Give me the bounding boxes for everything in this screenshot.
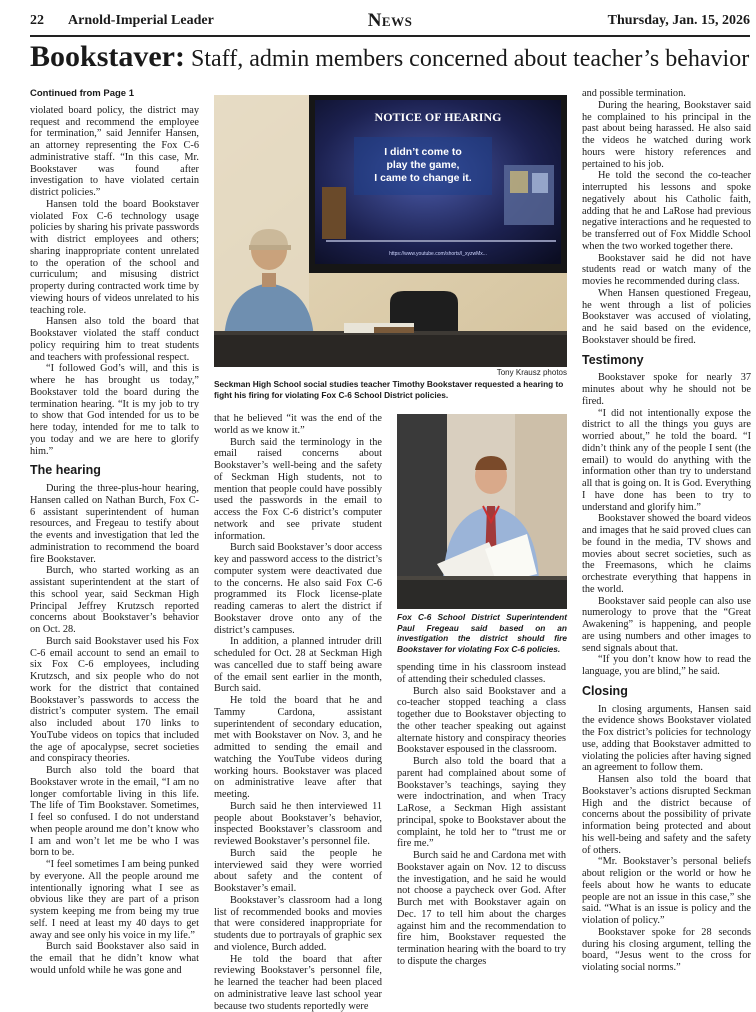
paragraph: spending time in his classroom instead of attending their scheduled classes. (397, 662, 566, 686)
paragraph: Burch said he and Cardona met with Bookstaver again on Nov. 12 to discuss the investigation, and he said he would not choose a paycheck over God. After Burch met with Bookstaver again on Dec. 17 to tell him about the charges against him and the recommendation to fire him, Bookstaver requested the termination hearing with the board to try to dispute the charges (397, 850, 566, 968)
photo-caption-2: Fox C-6 School District Superintendent Paul Fregeau said based on an investigation the district should fire Bookstaver for violating Fox C-6 policies. (397, 612, 567, 654)
subhead-hearing: The hearing (30, 465, 199, 477)
photo-credit: Tony Krausz photos (214, 368, 567, 377)
paragraph: “I followed God’s will, and this is where he has brought us today,” Bookstaver told the board during the termination hearing. “It is my job to try to show that God intended for us to be here today, intended for me to talk to you today and we are here to glorify him.” (30, 363, 199, 457)
paragraph: Bookstaver spoke for nearly 37 minutes about why he should not be fired. (582, 372, 751, 407)
subhead-testimony: Testimony (582, 355, 751, 367)
issue-date: Thursday, Jan. 15, 2026 (608, 13, 750, 29)
paragraph: Burch said Bookstaver also said in the email that he didn’t know what would unfold while he was gone and (30, 941, 199, 976)
paragraph: that he believed “it was the end of the world as we know it.” (214, 413, 382, 437)
paragraph: and possible termination. (582, 88, 751, 100)
paragraph: Bookstaver showed the board videos and images that he said proved clues can be found in the media, TV shows and movies about secret societies, such as the Freemasons, which he claims orchestrate everything that happens in the world. (582, 513, 751, 595)
paragraph: “If you don’t know how to read the language, you are blind,” he said. (582, 654, 751, 678)
paragraph: “I feel sometimes I am being punked by everyone. All the people around me intentionally ignoring what I see as obvious like they are part of a prison system keeping me from being my true self. I need at least my 40 days to get away and see only his voice in my life.” (30, 859, 199, 941)
paragraph: He told the second the co-teacher interrupted his lessons and spoke negatively about his Catholic faith, adding that he and LaRose had previous negative interactions and he requested to be transferred out of Fox Middle School when the two worked together there. (582, 170, 751, 252)
paragraph: He told the board that he and Tammy Cardona, assistant superintendent of secondary education, met with Bookstaver on Nov. 3, and he admitted to sending the email and watching the YouTube videos during working hours. Bookstaver was placed on administrative leave after that meeting. (214, 695, 382, 801)
hearing-photo (214, 95, 567, 367)
article-column-3 (397, 662, 566, 980)
paragraph: Burch said Bookstaver used his Fox C-6 email account to send an email to six Fox C-6 employees, including Krutzsch, and six people who do not work for the district that contained Bookstaver’s passwords to access the district’s computer system. The email also included about 170 links to YouTube videos on topics that included the age of apocalypse, secret societies and conspiracy theories. (30, 636, 199, 765)
paragraph: Burch said Bookstaver’s door access key and password access to the district’s computer system were deactivated due to the concerns. He also said Fox C-6 programmed its Flock license-plate reading cameras to alert the district if Bookstaver drove onto any of the district’s campuses. (214, 542, 382, 636)
paragraph: Burch also told the board that a parent had complained about some of Bookstaver’s teachings, saying they were indoctrination, and when Tracy LaRose, a Seckman High assistant principal, spoke to Bookstaver about the complaint, he told her to “trust me or fire me.” (397, 756, 566, 850)
section-label: News (30, 10, 750, 32)
slide-title: NOTICE OF HEARING (375, 110, 502, 124)
paragraph: violated board policy, the district may request and recommend the employee for termination,” said Jennifer Hansen, an attorney representing the Fox C-6 administrative staff. “In this case, Mr. Bookstaver was found after investigation to have violated certain district policies.” (30, 105, 199, 199)
paragraph: Hansen told the board Bookstaver violated Fox C-6 technology usage policies by sharing his private passwords with district employees and others; sharing inappropriate content unrelated to the operation of the school and curriculum; and misusing district property during contracted work time by viewing hours of videos unrelated to his teaching role. (30, 199, 199, 317)
paragraph: When Hansen questioned Fregeau, he went through a list of policies Bookstaver was accused of violating, and he said based on the evidence, Bookstaver should be fired. (582, 288, 751, 347)
slide-quote-line-2: play the game, (387, 159, 460, 171)
paragraph: Bookstaver said people can also use numerology to prove that the “Great Awakening” is happening, and people are using numbers and other images to send signals about that. (582, 596, 751, 655)
superintendent-photo (397, 414, 567, 609)
page-number: 22 (30, 13, 44, 29)
headline (30, 40, 754, 74)
paragraph: “I did not intentionally expose the district to all the things you guys are worried about,” he told the board. “I didn’t think any of the people I sent (the email) to would do anything with the information other than try to understand all that is going on. It is God. Everything I have done has been to try to understand and glorify him.” (582, 408, 751, 514)
paragraph: Burch said he then interviewed 11 people about Bookstaver’s behavior, inspected Bookstaver’s classroom and reviewed Bookstaver’s personnel file. (214, 801, 382, 848)
paragraph: Bookstaver spoke for 28 seconds during his closing argument, telling the board, “Jesus went to the cross for violating social norms.” (582, 927, 751, 974)
headline-keyword: Bookstaver: (30, 40, 185, 73)
paragraph: “Mr. Bookstaver’s personal beliefs about religion or the world or how he feels about how he wants to educate people are not an issue in this case,” she said. “What is an issue is policy and the violation of policy.” (582, 856, 751, 927)
paragraph: Burch, who started working as an assistant superintendent at the start of this school year, said Seckman High Principal Jeffrey Krutzsch reported concerns about Bookstaver’s behavior on Oct. 28. (30, 565, 199, 636)
paragraph: During the three-plus-hour hearing, Hansen called on Nathan Burch, Fox C-6 assistant superintendent of human resources, and Fregeau to testify about the events and investigation that led the administration to recommend the board fire Bookstaver. (30, 483, 199, 565)
slide-url: https://www.youtube.com/shorts/l_xyzwMx... (389, 251, 487, 257)
paragraph: In closing arguments, Hansen said the evidence shows Bookstaver violated the Fox district’s policies for technology use, adding that Bookstaver admitted to violating the policies after having signed an agreement to follow them. (582, 704, 751, 775)
publication-name: Arnold-Imperial Leader (68, 13, 214, 29)
header-rule (30, 35, 750, 37)
headline-text: Staff, admin members concerned about teacher’s behavior (185, 46, 749, 72)
photo-caption-1: Seckman High School social studies teacher Timothy Bookstaver requested a hearing to fight his firing for violating Fox C-6 School District policies. (214, 379, 567, 400)
paragraph: During the hearing, Bookstaver said he complained to his principal in the past about being harassed. He also said the videos he watched during work hours were history references and pertained to his job. (582, 100, 751, 171)
paragraph: In addition, a planned intruder drill scheduled for Oct. 28 at Seckman High was cancelled due to staff being aware of the email sent earlier in the month, Burch said. (214, 636, 382, 695)
paragraph: Hansen also told the board that Bookstaver violated the staff conduct policy requiring him to treat students and teachers with professional respect. (30, 316, 199, 363)
paragraph: Burch said the people he interviewed said they were worried about safety and the content of Bookstaver’s email. (214, 848, 382, 895)
paragraph: Burch also told the board that Bookstaver wrote in the email, “I am no longer comfortable living in this life. The life of Tim Bookstaver. Sometimes, I feel so confused. I do not understand when people around me don’t know who I am and won’t let me be who I was born to be. (30, 765, 199, 859)
page-folio (30, 10, 750, 34)
subhead-closing: Closing (582, 686, 751, 698)
paragraph: Burch also said Bookstaver and a co-teacher stopped teaching a class together due to Bookstaver objecting to the other teacher speaking out against alternate history and conspiracy theories Bookstaver espoused in the classroom. (397, 686, 566, 757)
continued-line: Continued from Page 1 (30, 88, 199, 100)
paragraph: Bookstaver’s classroom had a long list of recommended books and movies that were considered inappropriate for students due to portrayals of graphic sex and violence, Burch added. (214, 895, 382, 954)
article-column-4 (582, 88, 751, 983)
superintendent-photo-illustration (397, 414, 567, 609)
paragraph: Burch said the terminology in the email raised concerns about Bookstaver’s well-being and the safety of Seckman High students, not to mention that people could have possibly used the passwords in the email to access the Fox C-6 district’s computer network and see private student information. (214, 437, 382, 543)
paragraph: Bookstaver said he did not have students read or watch many of the movies he recommended during class. (582, 253, 751, 288)
slide-quote-line-1: I didn’t come to (384, 146, 462, 158)
hearing-photo-illustration (214, 95, 567, 367)
slide-quote-line-3: I came to change it. (374, 172, 472, 184)
paragraph: He told the board that after reviewing Bookstaver’s personnel file, he learned the teacher had been placed on administrative leave last school year because two students reportedly were (214, 954, 382, 1012)
paragraph: Hansen also told the board that Bookstaver’s actions disrupted Seckman High and the district because of concerns about the possibility of private information being protected and about his well-being and safety and the safety of others. (582, 774, 751, 856)
article-column-1 (30, 88, 199, 978)
article-column-2 (214, 413, 382, 979)
